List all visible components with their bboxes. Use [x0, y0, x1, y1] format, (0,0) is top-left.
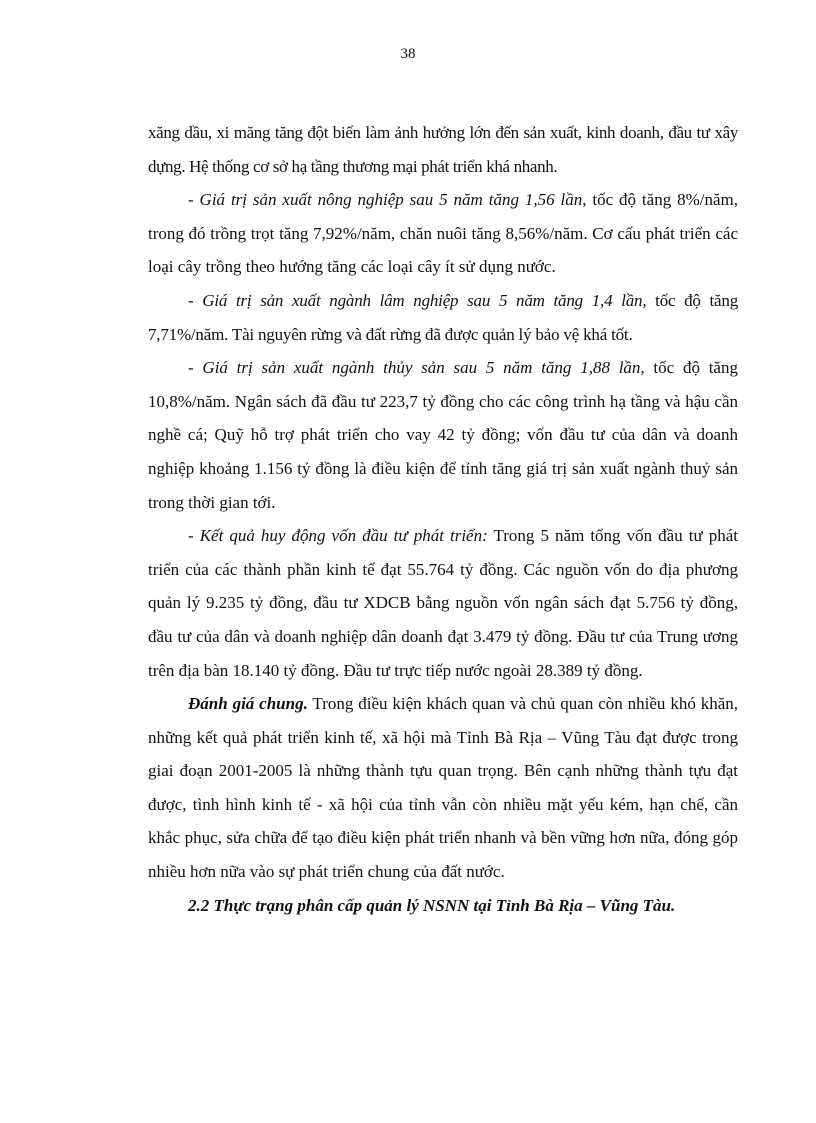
paragraph-text: Trong 5 năm tổng vốn đầu tư phát triển của các thành phần kinh tế đạt 55.764 tỷ đồng. Các nguồn vốn do địa phương quản lý 9.235 tỷ đồng, đầu tư XDCB bằng nguồn vốn ngân sách đạt 5.756 tỷ đồng, đầu tư của dân và doanh nghiệp dân doanh đạt 3.479 tỷ đồng. Đầu tư của Trung ương trên địa bàn 18.140 tỷ đồng. Đầu tư trực tiếp nước ngoài 28.389 tỷ đồng.: [148, 526, 738, 680]
paragraph-trade-infrastructure: [148, 116, 738, 183]
paragraph-general-assessment: [148, 687, 738, 889]
paragraph-lead-italic: - Giá trị sản xuất ngành thủy sản sau 5 năm tăng 1,88 lần: [188, 358, 641, 378]
paragraph-agriculture: [148, 183, 738, 284]
document-body: [148, 116, 738, 922]
paragraph-investment-capital: [148, 519, 738, 687]
paragraph-lead-italic: - Kết quả huy động vốn đầu tư phát triển:: [188, 526, 488, 546]
paragraph-fisheries: [148, 351, 738, 519]
paragraph-lead-bold-italic: Đánh giá chung.: [188, 694, 308, 714]
paragraph-text: Trong điều kiện khách quan và chủ quan còn nhiều khó khăn, những kết quả phát triển kinh tế, xã hội mà Tỉnh Bà Rịa – Vũng Tàu đạt được trong giai đoạn 2001-2005 là những thành tựu quan trọng. Bên cạnh những thành tựu đạt được, tình hình kinh tế - xã hội của tỉnh vẫn còn nhiều mặt yếu kém, hạn chế, cần khắc phục, sửa chữa để tạo điều kiện phát triển nhanh và bền vững hơn nữa, đóng góp nhiều hơn nữa vào sự phát triển chung của đất nước.: [148, 694, 738, 882]
section-heading: 2.2 Thực trạng phân cấp quản lý NSNN tại Tỉnh Bà Rịa – Vũng Tàu.: [188, 895, 676, 915]
paragraph-forestry: [148, 284, 738, 351]
paragraph-lead-italic: - Giá trị sản xuất nông nghiệp sau 5 năm tăng 1,56 lần: [188, 190, 583, 210]
paragraph-text: tốc độ tăng 7,71%/năm. Tài nguyên rừng và đất rừng đã được quản lý bảo vệ khá tốt.: [148, 290, 739, 344]
paragraph-lead-italic: - Giá trị sản xuất ngành lâm nghiệp sau 5 năm tăng 1,4 lần,: [188, 290, 647, 310]
paragraph-text: xăng dầu, xi măng tăng đột biến làm ảnh hưởng lớn đến sản xuất, kinh doanh, đầu tư xây dựng. Hệ thống cơ sở hạ tầng thương mại phát triển khá nhanh.: [148, 123, 738, 176]
paragraph-text: , tốc độ tăng 8%/năm, trong đó trồng trọt tăng 7,92%/năm, chăn nuôi tăng 8,56%/năm. Cơ cấu phát triển các loại cây trồng theo hướng tăng các loại cây ít sử dụng nước.: [148, 190, 738, 277]
page-number: 38: [400, 46, 416, 62]
paragraph-text: , tốc độ tăng 10,8%/năm. Ngân sách đã đầu tư 223,7 tỷ đồng cho các công trình hạ tầng và hậu cần nghề cá; Quỹ hỗ trợ phát triển cho vay 42 tỷ đồng; vốn đầu tư của dân và doanh nghiệp khoảng 1.156 tỷ đồng là điều kiện để tỉnh tăng giá trị sản xuất ngành thuỷ sản trong thời gian tới.: [148, 358, 738, 512]
